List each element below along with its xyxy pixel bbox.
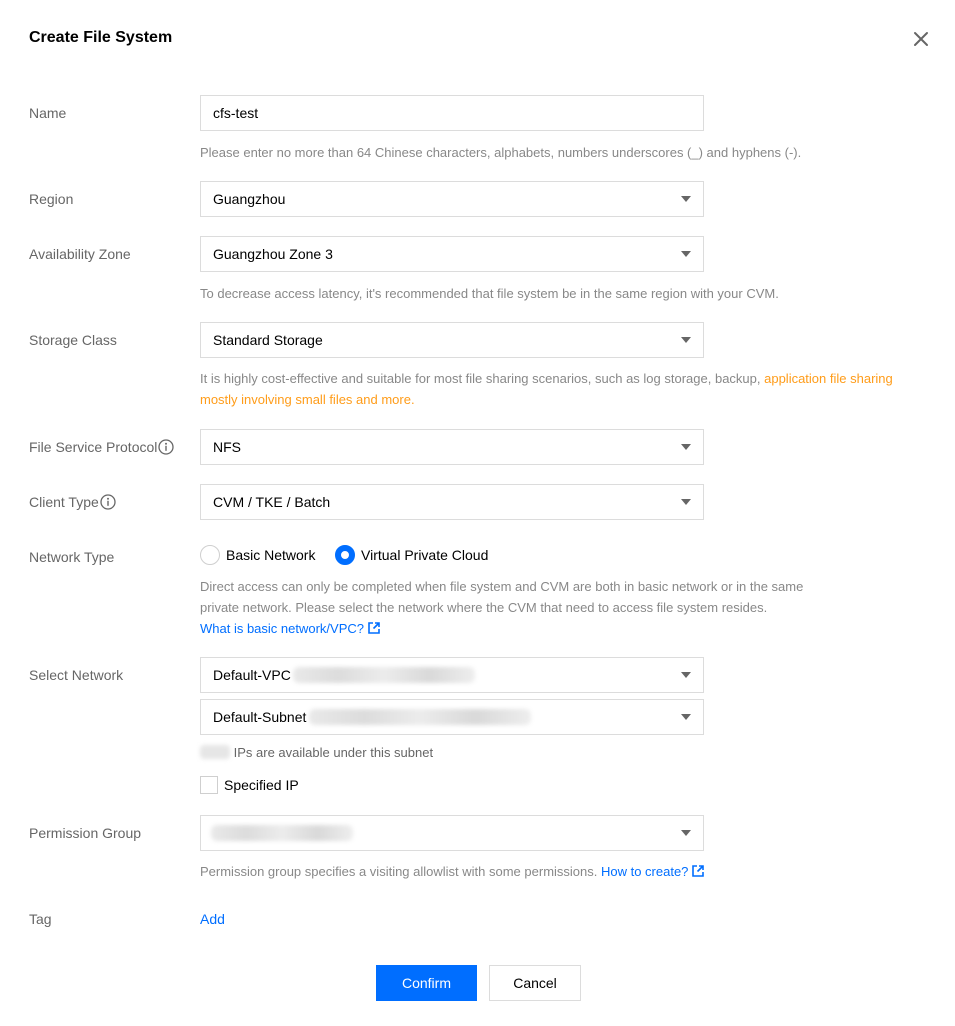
basic-network-vpc-link[interactable]: What is basic network/VPC? bbox=[200, 621, 365, 636]
dialog-title: Create File System bbox=[29, 29, 173, 46]
caret-down-icon bbox=[681, 337, 691, 343]
permission-select[interactable] bbox=[200, 815, 704, 851]
zone-label: Availability Zone bbox=[29, 246, 131, 262]
name-help: Please enter no more than 64 Chinese characters, alphabets, numbers underscores (_) and hyphens (-). bbox=[200, 145, 802, 160]
zone-select[interactable] bbox=[200, 236, 704, 272]
redacted-ip-count bbox=[200, 745, 230, 759]
close-icon[interactable] bbox=[911, 29, 931, 49]
specified-ip-checkbox[interactable] bbox=[200, 776, 299, 794]
redacted-vpc-id bbox=[293, 667, 475, 683]
storage-select-value: Standard Storage bbox=[213, 332, 323, 348]
subnet-select-value: Default-Subnet bbox=[213, 709, 307, 725]
storage-label: Storage Class bbox=[29, 332, 117, 348]
client-label-text: Client Type bbox=[29, 494, 99, 510]
permission-label: Permission Group bbox=[29, 825, 142, 841]
permission-help-text: Permission group specifies a visiting allowlist with some permissions. bbox=[200, 864, 601, 879]
caret-down-icon bbox=[681, 444, 691, 450]
name-label: Name bbox=[29, 105, 67, 121]
cancel-button[interactable]: Cancel bbox=[489, 965, 581, 1001]
subnet-select[interactable] bbox=[200, 699, 704, 735]
specified-ip-box[interactable] bbox=[200, 776, 218, 794]
available-ips-text: IPs are available under this subnet bbox=[233, 745, 434, 760]
external-link-icon[interactable] bbox=[368, 622, 380, 634]
info-icon[interactable] bbox=[158, 439, 174, 455]
vpc-select[interactable] bbox=[200, 657, 704, 693]
available-ips bbox=[200, 742, 900, 763]
caret-down-icon bbox=[681, 714, 691, 720]
region-select-value: Guangzhou bbox=[213, 191, 286, 207]
redacted-subnet-id bbox=[309, 709, 531, 725]
specified-ip-label: Specified IP bbox=[224, 777, 299, 793]
storage-help-text: It is highly cost-effective and suitable for most file sharing scenarios, such as log storage, backup, bbox=[200, 371, 765, 386]
how-to-create-link[interactable]: How to create? bbox=[600, 864, 689, 879]
protocol-select[interactable] bbox=[200, 429, 704, 465]
client-label bbox=[29, 494, 116, 510]
caret-down-icon bbox=[681, 672, 691, 678]
radio-vpc-label: Virtual Private Cloud bbox=[361, 547, 489, 563]
name-input-value: cfs-test bbox=[213, 105, 259, 121]
info-icon[interactable] bbox=[100, 494, 116, 510]
network-type-label: Network Type bbox=[29, 549, 115, 565]
caret-down-icon bbox=[681, 830, 691, 836]
client-select[interactable] bbox=[200, 484, 704, 520]
network-type-help-line2: private network. Please select the network where the CVM that need to access file system resides. bbox=[200, 600, 768, 615]
storage-help-highlight: application file sharing mostly involving small files and more. bbox=[200, 371, 893, 407]
region-select[interactable] bbox=[200, 181, 704, 217]
external-link-icon[interactable] bbox=[692, 865, 704, 877]
add-tag-link[interactable]: Add bbox=[200, 911, 225, 927]
tag-label: Tag bbox=[29, 911, 52, 927]
storage-select[interactable] bbox=[200, 322, 704, 358]
select-network-label: Select Network bbox=[29, 667, 124, 683]
vpc-select-value: Default-VPC bbox=[213, 667, 291, 683]
protocol-label-text: File Service Protocol bbox=[29, 439, 158, 455]
network-type-help-line1: Direct access can only be completed when file system and CVM are both in basic network or in the same bbox=[200, 579, 804, 594]
permission-help bbox=[200, 861, 900, 882]
protocol-select-value: NFS bbox=[213, 439, 241, 455]
storage-help bbox=[200, 368, 900, 410]
client-select-value: CVM / TKE / Batch bbox=[213, 494, 331, 510]
name-input[interactable] bbox=[200, 95, 704, 131]
radio-basic-label: Basic Network bbox=[226, 547, 316, 563]
caret-down-icon bbox=[681, 196, 691, 202]
protocol-label bbox=[29, 439, 174, 455]
caret-down-icon bbox=[681, 251, 691, 257]
network-type-help bbox=[200, 576, 900, 639]
radio-vpc-circle[interactable] bbox=[335, 545, 355, 565]
confirm-button[interactable]: Confirm bbox=[376, 965, 477, 1001]
caret-down-icon bbox=[681, 499, 691, 505]
redacted-permission-group bbox=[211, 825, 353, 841]
zone-help: To decrease access latency, it's recommended that file system be in the same region with your CVM. bbox=[200, 286, 779, 301]
radio-basic-circle[interactable] bbox=[200, 545, 220, 565]
zone-select-value: Guangzhou Zone 3 bbox=[213, 246, 333, 262]
radio-vpc[interactable] bbox=[335, 545, 488, 565]
region-label: Region bbox=[29, 191, 74, 207]
radio-basic-network[interactable] bbox=[200, 545, 315, 565]
